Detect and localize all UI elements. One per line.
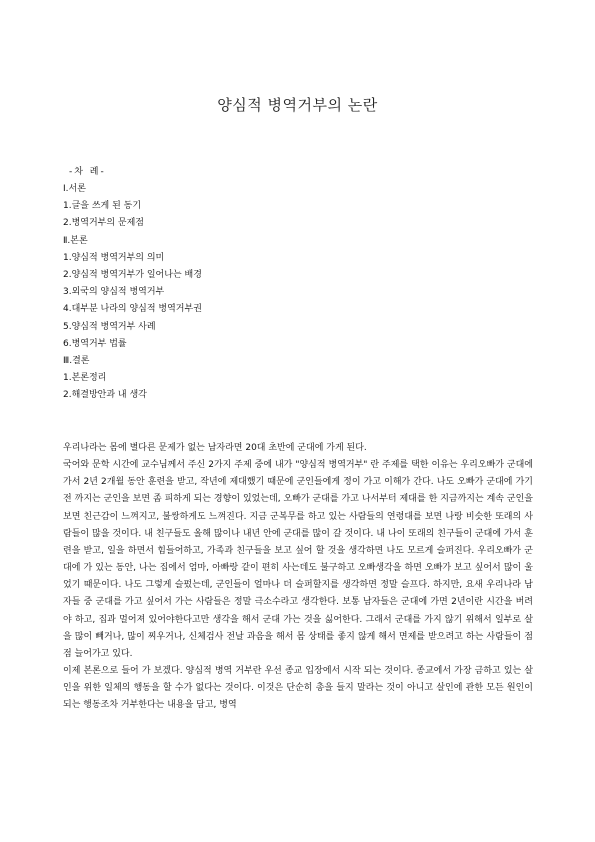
toc-item: 1.양심적 병역거부의 의미: [63, 252, 165, 263]
toc-item: 1.본론정리: [63, 373, 107, 384]
toc-item: Ⅱ.본론: [63, 235, 88, 246]
body-text: [63, 440, 533, 715]
toc-item: 2.양심적 병역거부가 일어나는 배경: [63, 269, 202, 280]
body-paragraph: 우리나라는 몸에 별다른 문제가 없는 남자라면 20대 초반에 군대에 가게 된다.: [63, 443, 367, 453]
toc-item: Ⅲ.결론: [63, 355, 90, 366]
toc-item: 2.해결방안과 내 생각: [63, 390, 147, 401]
toc-item: 4.대부분 나라의 양심적 병역거부권: [63, 304, 202, 315]
toc-item: 5.양심적 병역거부 사례: [63, 321, 156, 332]
toc-item: 6.병역거부 법률: [63, 338, 127, 349]
toc-item: 2.병역거부의 문제점: [63, 218, 145, 229]
toc-item: Ⅰ.서론: [63, 184, 86, 194]
document-title: 양심적 병역거부의 논란: [217, 96, 378, 114]
body-paragraph: 이제 본론으로 들어 가 보겠다. 양심적 병역 거부란 우선 종교 입장에서 시작 되는 것이다. 종교에서 가장 금하고 있는 살인을 위한 일체의 행동을 할 수가 없다는 것이다. 이것은 단순히 총을 들지 말라는 것이 아니고 살인에 관한 모든 원인이 되는 행동조차 거부한다는 내용을 담고, 병역: [63, 666, 533, 711]
table-of-contents: [63, 164, 363, 404]
toc-heading: -차 례-: [69, 167, 106, 177]
body-paragraph: 국어와 문학 시간에 교수님께서 주신 2가지 주제 중에 내가 "양심적 병역거부" 란 주제를 택한 이유는 우리오빠가 군대에 가서 2년 2개월 동안 훈련을 받고, 작년에 제대했기 때문에 군인들에게 정이 가고 이해가 간다. 나도 오빠가 군대에 가기 전 까지는 군인을 보면 좀 피하게 되는 경향이 있었는데, 오빠가 군대를 가고 나서부터 제대를 한 지금까지는 계속 군인을 보면 친근감이 느껴지고, 불쌍하게도 느껴진다. 지금 군복무를 하고 있는 사람들의 연령대를 보면 나랑 비슷한 또래의 사람들이 많을 것이다. 내 친구들도 올해 많이나 내년 안에 군대를 많이 갈 것이다. 내 나이 또래의 친구들이 군대에 가서 훈련을 받고, 일을 하면서 힘들어하고, 가족과 친구들을 보고 싶어 할 것을 생각하면 나도 모르게 슬퍼진다. 우리오빠가 군대에 가 있는 동안, 나는 집에서 엄마, 아빠랑 같이 편히 사는데도 불구하고 오빠생각을 하면 오빠가 보고 싶어서 많이 울었기 때문이다. 나도 그렇게 슬펐는데, 군인들이 얼마나 더 슬퍼할지를 생각하면 정말 슬프다. 하지만, 요새 우리나라 남자들 중 군대를 가고 싶어서 가는 사람들은 정말 극소수라고 생각한다. 보통 남자들은 군대에 가면 2년이란 시간을 버려야 하고, 집과 멀어져 있어야한다고만 생각을 해서 군대 가는 것을 싫어한다. 그래서 군대를 가지 않기 위해서 일부로 살을 많이 빼거나, 많이 찌우거나, 신체검사 전날 과음을 해서 몸 상태를 좋지 않게 해서 면제를 받으려고 하는 사람들이 점점 늘어가고 있다.: [63, 460, 533, 659]
toc-item: 3.외국의 양심적 병역거부: [63, 287, 165, 298]
toc-item: 1.글을 쓰게 된 동기: [63, 201, 142, 212]
